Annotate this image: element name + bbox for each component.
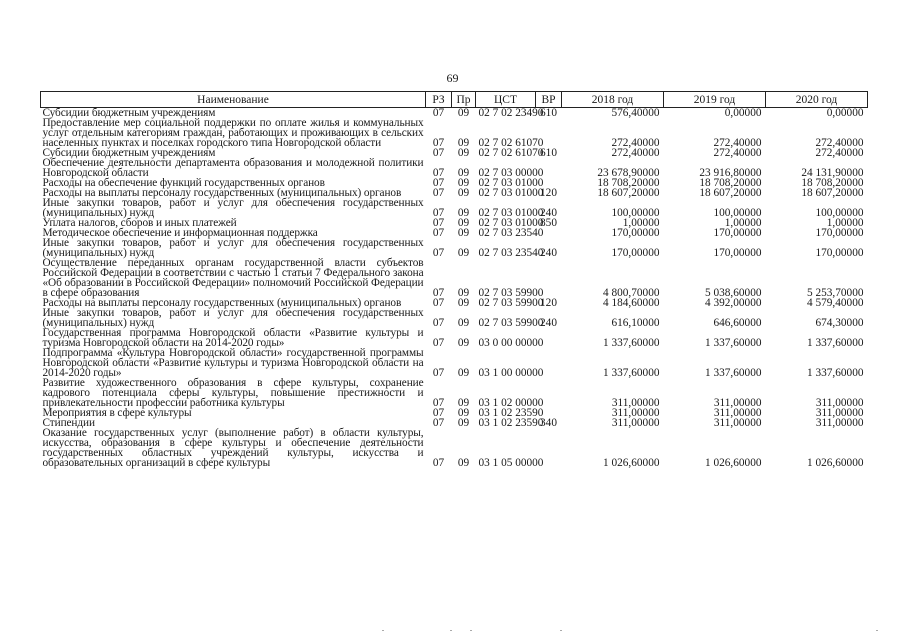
row-pr: 09 — [457, 167, 470, 179]
row-name: Иные закупки товаров, работ и услуг для обеспечения государственных (муниципальных) нужд — [42, 237, 424, 259]
row-2018: 272,40000 — [611, 137, 660, 149]
row-2019: 0,00000 — [724, 107, 762, 119]
row-2020: 311,00000 — [815, 407, 864, 419]
row-vr: 610 — [540, 147, 557, 159]
row-cst: 03 1 02 23590 — [478, 417, 544, 429]
row-cst: 02 7 03 01000 — [478, 187, 544, 199]
row-2019: 18 708,20000 — [699, 177, 762, 189]
row-cst: 02 7 02 61070 — [478, 137, 544, 149]
row-2019: 1 337,60000 — [705, 367, 762, 379]
row-2020: 18 607,20000 — [801, 187, 864, 199]
row-name: Обеспечение деятельности департамента образования и молодежной политики Новгородской области — [42, 157, 424, 179]
row-2018: 616,10000 — [611, 317, 660, 329]
row-2020: 674,30000 — [815, 317, 864, 329]
table-row — [41, 198, 868, 218]
row-name: Субсидии бюджетным учреждениям — [42, 107, 216, 119]
scan-artifacts — [0, 630, 905, 634]
row-pr: 09 — [457, 297, 470, 309]
table-row — [41, 428, 868, 468]
table-row — [41, 378, 868, 408]
row-2019: 646,60000 — [713, 317, 762, 329]
row-vr: 120 — [540, 297, 557, 309]
row-pr: 09 — [457, 147, 470, 159]
row-2020: 5 253,70000 — [807, 287, 864, 299]
table-row — [41, 348, 868, 378]
row-2018: 272,40000 — [611, 147, 660, 159]
row-name: Иные закупки товаров, работ и услуг для обеспечения государственных (муниципальных) нужд — [42, 307, 424, 329]
header-pr: Пр — [452, 92, 476, 108]
row-2020: 0,00000 — [826, 107, 864, 119]
budget-table — [40, 91, 868, 468]
row-pr: 09 — [457, 317, 470, 329]
row-cst: 02 7 03 59900 — [478, 317, 544, 329]
row-cst: 03 0 00 00000 — [478, 337, 544, 349]
row-2020: 272,40000 — [815, 147, 864, 159]
row-2020: 4 579,40000 — [807, 297, 864, 309]
row-rz: 07 — [432, 107, 445, 119]
row-cst: 02 7 03 23540 — [478, 227, 544, 239]
row-vr: 120 — [540, 187, 557, 199]
row-cst: 03 1 00 00000 — [478, 367, 544, 379]
row-2018: 23 678,90000 — [597, 167, 660, 179]
header-row — [41, 92, 868, 108]
row-rz: 07 — [432, 177, 445, 189]
row-pr: 09 — [457, 287, 470, 299]
row-2018: 4 800,70000 — [603, 287, 660, 299]
table-body — [41, 108, 868, 469]
row-rz: 07 — [432, 207, 445, 219]
row-pr: 09 — [457, 457, 470, 469]
row-2018: 1 337,60000 — [603, 337, 660, 349]
row-2020: 1 337,60000 — [807, 367, 864, 379]
row-name: Мероприятия в сфере культуры — [42, 407, 192, 419]
row-2020: 170,00000 — [815, 247, 864, 259]
header-2019: 2019 год — [664, 92, 766, 108]
header-2018: 2018 год — [562, 92, 664, 108]
row-2020: 170,00000 — [815, 227, 864, 239]
row-rz: 07 — [432, 147, 445, 159]
row-name: Осуществление переданных органам государственной власти субъектов Российской Федерации в соответствии с частью 1 статьи 7 Федерального закона «Об образовании в Российской Федерации» полномочий Российской Федерации в сфере образования — [42, 257, 424, 299]
row-rz: 07 — [432, 247, 445, 259]
row-cst: 02 7 03 01000 — [478, 177, 544, 189]
row-pr: 09 — [457, 107, 470, 119]
row-2018: 1,00000 — [622, 217, 660, 229]
row-vr: 240 — [540, 317, 557, 329]
row-name: Субсидии бюджетным учреждениям — [42, 147, 216, 159]
row-2020: 100,00000 — [815, 207, 864, 219]
row-pr: 09 — [457, 417, 470, 429]
table-row — [41, 328, 868, 348]
row-vr: 610 — [540, 107, 557, 119]
scan-dot — [450, 630, 452, 631]
row-cst: 03 1 02 00000 — [478, 397, 544, 409]
table-header — [41, 92, 868, 108]
scan-dot — [876, 630, 878, 631]
row-vr: 240 — [540, 247, 557, 259]
row-2020: 24 131,90000 — [801, 167, 864, 179]
scan-dot — [470, 630, 472, 631]
row-rz: 07 — [432, 187, 445, 199]
row-2018: 576,40000 — [611, 107, 660, 119]
header-2020: 2020 год — [766, 92, 868, 108]
row-2018: 1 026,60000 — [603, 457, 660, 469]
row-2019: 272,40000 — [713, 147, 762, 159]
row-cst: 02 7 03 00000 — [478, 167, 544, 179]
row-cst: 02 7 02 23490 — [478, 107, 544, 119]
row-name: Оказание государственных услуг (выполнение работ) в области культуры, искусства, образования в сфере культуры и обеспечение деятельности государственных областных учреждений культуры, искусства и образовательных организаций в сфере культуры — [42, 427, 424, 469]
row-2020: 1 026,60000 — [807, 457, 864, 469]
row-2018: 311,00000 — [611, 417, 660, 429]
row-name: Расходы на обеспечение функций государственных органов — [42, 177, 325, 189]
row-2018: 311,00000 — [611, 397, 660, 409]
row-rz: 07 — [432, 167, 445, 179]
scan-dot — [382, 630, 384, 631]
row-cst: 02 7 03 59900 — [478, 287, 544, 299]
row-2020: 311,00000 — [815, 417, 864, 429]
row-rz: 07 — [432, 407, 445, 419]
row-rz: 07 — [432, 367, 445, 379]
row-rz: 07 — [432, 397, 445, 409]
header-rz: РЗ — [426, 92, 452, 108]
table-row — [41, 258, 868, 298]
row-pr: 09 — [457, 397, 470, 409]
row-2019: 311,00000 — [713, 397, 762, 409]
row-2018: 4 184,60000 — [603, 297, 660, 309]
row-name: Методическое обеспечение и информационная поддержка — [42, 227, 318, 239]
row-pr: 09 — [457, 187, 470, 199]
row-2019: 5 038,60000 — [705, 287, 762, 299]
table-row — [41, 118, 868, 148]
row-pr: 09 — [457, 137, 470, 149]
row-cst: 02 7 03 01000 — [478, 217, 544, 229]
row-2020: 18 708,20000 — [801, 177, 864, 189]
row-pr: 09 — [457, 227, 470, 239]
row-pr: 09 — [457, 247, 470, 259]
row-name: Государственная программа Новгородской области «Развитие культуры и туризма Новгородской области на 2014-2020 годы» — [42, 327, 424, 349]
table-row — [41, 238, 868, 258]
row-2019: 100,00000 — [713, 207, 762, 219]
row-cst: 02 7 03 59900 — [478, 297, 544, 309]
header-vr: ВР — [536, 92, 562, 108]
row-vr: 850 — [540, 217, 557, 229]
header-cst: ЦСТ — [476, 92, 536, 108]
row-2019: 1 026,60000 — [705, 457, 762, 469]
row-2019: 4 392,00000 — [705, 297, 762, 309]
row-pr: 09 — [457, 407, 470, 419]
row-pr: 09 — [457, 207, 470, 219]
row-name: Подпрограмма «Культура Новгородской области» государственной программы Новгородской области «Развитие культуры и туризма Новгородской области на 2014-2020 годы» — [42, 347, 424, 379]
row-2019: 311,00000 — [713, 407, 762, 419]
row-rz: 07 — [432, 317, 445, 329]
row-cst: 02 7 03 23540 — [478, 247, 544, 259]
table-row — [41, 158, 868, 178]
row-rz: 07 — [432, 337, 445, 349]
row-name: Уплата налогов, сборов и иных платежей — [42, 217, 237, 229]
row-2020: 311,00000 — [815, 397, 864, 409]
row-name: Развитие художественного образования в сфере культуры, сохранение кадрового потенциала сферы культуры, повышение престижности и привлекательности профессии работника культуры — [42, 377, 424, 409]
row-2019: 170,00000 — [713, 227, 762, 239]
row-rz: 07 — [432, 217, 445, 229]
row-rz: 07 — [432, 137, 445, 149]
row-2018: 311,00000 — [611, 407, 660, 419]
row-2018: 1 337,60000 — [603, 367, 660, 379]
row-vr: 340 — [540, 417, 557, 429]
row-2019: 272,40000 — [713, 137, 762, 149]
table-row — [41, 308, 868, 328]
row-2020: 1 337,60000 — [807, 337, 864, 349]
row-cst: 02 7 02 61070 — [478, 147, 544, 159]
row-2018: 170,00000 — [611, 247, 660, 259]
row-name: Расходы на выплаты персоналу государственных (муниципальных) органов — [42, 297, 402, 309]
row-cst: 03 1 05 00000 — [478, 457, 544, 469]
row-2018: 170,00000 — [611, 227, 660, 239]
row-rz: 07 — [432, 457, 445, 469]
row-rz: 07 — [432, 287, 445, 299]
row-2020: 1,00000 — [826, 217, 864, 229]
row-cst: 03 1 02 23590 — [478, 407, 544, 419]
row-name: Расходы на выплаты персоналу государственных (муниципальных) органов — [42, 187, 402, 199]
row-2020: 272,40000 — [815, 137, 864, 149]
row-pr: 09 — [457, 217, 470, 229]
row-2018: 18 607,20000 — [597, 187, 660, 199]
row-2019: 311,00000 — [713, 417, 762, 429]
row-rz: 07 — [432, 417, 445, 429]
row-2018: 18 708,20000 — [597, 177, 660, 189]
scan-dot — [560, 630, 562, 631]
row-name: Иные закупки товаров, работ и услуг для обеспечения государственных (муниципальных) нужд — [42, 197, 424, 219]
row-2019: 1 337,60000 — [705, 337, 762, 349]
row-pr: 09 — [457, 177, 470, 189]
row-2018: 100,00000 — [611, 207, 660, 219]
row-2019: 1,00000 — [724, 217, 762, 229]
row-rz: 07 — [432, 297, 445, 309]
header-name: Наименование — [41, 92, 426, 108]
row-pr: 09 — [457, 337, 470, 349]
row-2019: 18 607,20000 — [699, 187, 762, 199]
row-rz: 07 — [432, 227, 445, 239]
row-name: Предоставление мер социальной поддержки по оплате жилья и коммунальных услуг отдельным категориям граждан, работающих и проживающих в сельских населенных пунктах и поселках городского типа Новгородской области — [42, 117, 424, 149]
row-vr: 240 — [540, 207, 557, 219]
row-2019: 170,00000 — [713, 247, 762, 259]
row-2019: 23 916,80000 — [699, 167, 762, 179]
row-pr: 09 — [457, 367, 470, 379]
page-number: 69 — [446, 71, 459, 85]
row-cst: 02 7 03 01000 — [478, 207, 544, 219]
row-name: Стипендии — [42, 417, 95, 429]
